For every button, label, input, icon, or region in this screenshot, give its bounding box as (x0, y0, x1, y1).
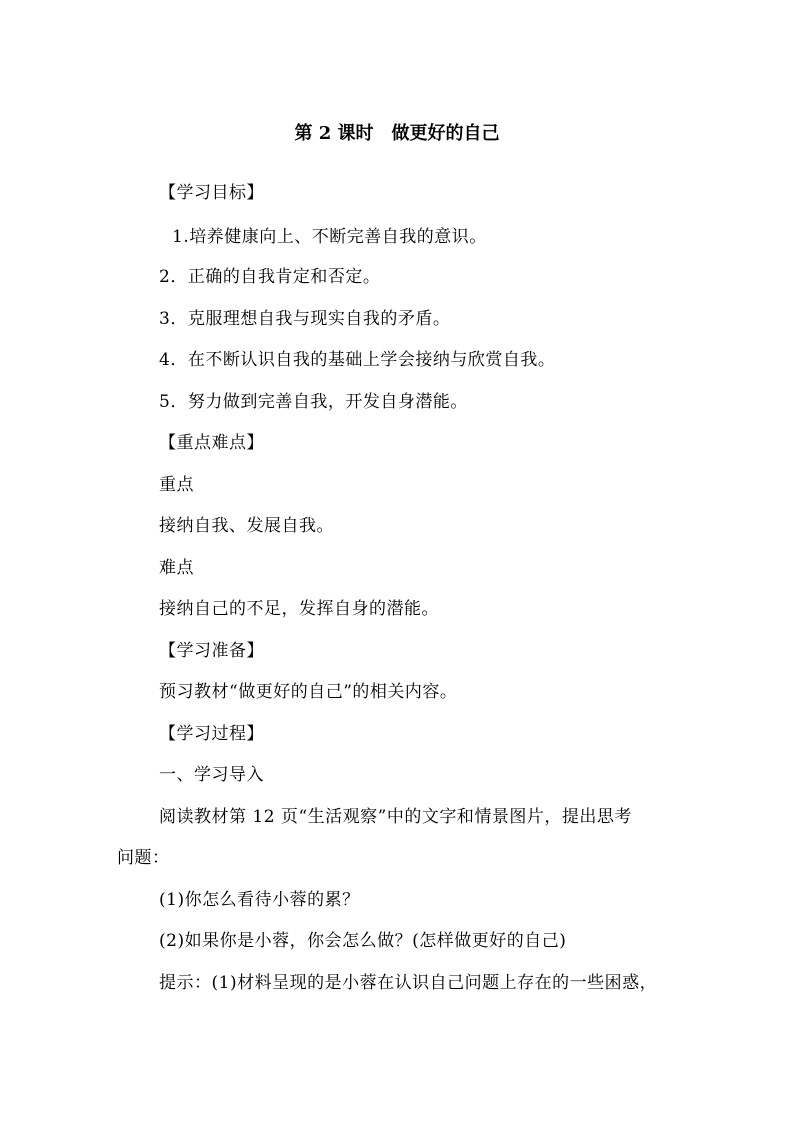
key-point-label: 重点 (159, 475, 194, 495)
section-heading-key-points: 【重点难点】 (159, 433, 264, 453)
question-2: (2)如果你是小蓉，你会怎么做？(怎样做更好的自己) (159, 931, 567, 951)
difficulty-label: 难点 (159, 558, 194, 578)
section-heading-process: 【学习过程】 (159, 724, 264, 744)
section-heading-learning-goals: 【学习目标】 (159, 183, 264, 203)
lesson-title: 第 2 课时 做更好的自己 (294, 123, 500, 144)
intro-paragraph-line-1: 阅读教材第 12 页“生活观察”中的文字和情景图片，提出思考 (159, 807, 632, 827)
key-point-text: 接纳自我、发展自我。 (159, 516, 334, 536)
goal-item-3: 3．克服理想自我与现实自我的矛盾。 (159, 309, 451, 329)
goal-item-5: 5．努力做到完善自我，开发自身潜能。 (159, 392, 468, 412)
intro-paragraph-line-2: 问题： (117, 848, 170, 868)
preparation-text: 预习教材“做更好的自己”的相关内容。 (159, 682, 458, 702)
goal-item-2: 2．正确的自我肯定和否定。 (159, 267, 381, 287)
difficulty-text: 接纳自己的不足，发挥自身的潜能。 (159, 599, 439, 619)
goal-item-4: 4．在不断认识自我的基础上学会接纳与欣赏自我。 (159, 350, 556, 370)
subsection-heading-intro: 一、学习导入 (159, 765, 264, 785)
section-heading-preparation: 【学习准备】 (159, 641, 264, 661)
goal-item-1: 1.培养健康向上、不断完善自我的意识。 (172, 227, 487, 247)
hint-paragraph-line-1: 提示：(1)材料呈现的是小蓉在认识自己问题上存在的一些困惑， (159, 973, 658, 993)
question-1: (1)你怎么看待小蓉的累？ (159, 890, 360, 910)
